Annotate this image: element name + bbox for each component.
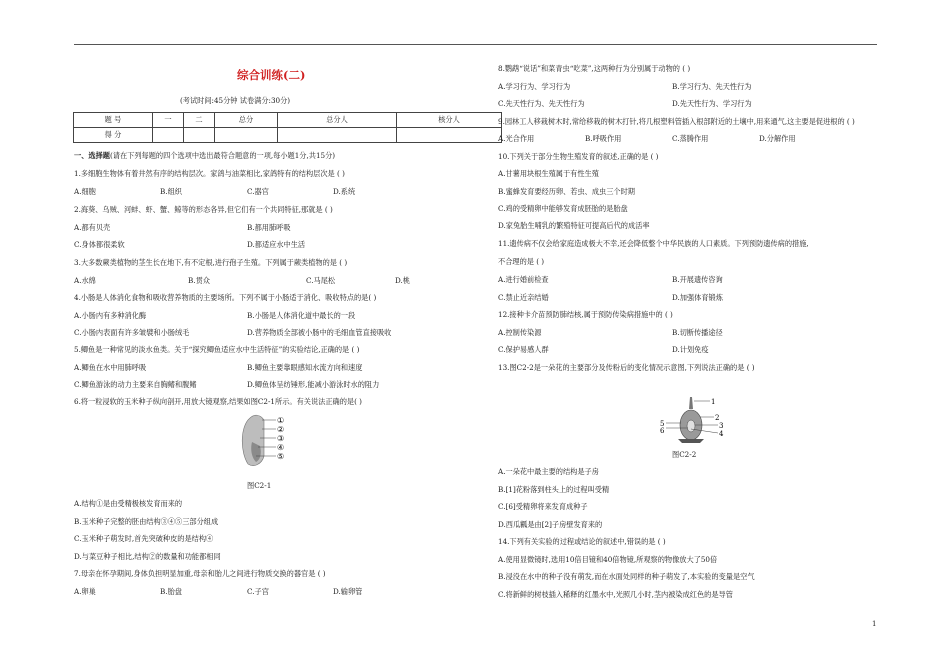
option: C.蒸腾作用 xyxy=(672,134,709,143)
option: B.鲫鱼主要靠眼感知水流方向和速度 xyxy=(247,363,363,372)
option: A.结构①是由受精极核发育而来的 xyxy=(74,499,183,508)
corn-seed-figure xyxy=(236,412,296,468)
option: D.与菜豆种子相比,结构②的数量和功能都相同 xyxy=(74,552,221,561)
table-cell xyxy=(184,128,215,143)
option: A.进行婚前检查 xyxy=(498,275,549,284)
section-heading xyxy=(74,152,335,161)
question-1: 1.多细胞生物体有着井然有序的结构层次。家鸽与油菜相比,家鸽特有的结构层次是 ( ) xyxy=(74,169,345,178)
option: D.西瓜瓤是由[2]子房壁发育来的 xyxy=(498,520,603,529)
receptacle-shape xyxy=(678,439,704,443)
question-10: 10.下列关于部分生物生殖发育的叙述,正确的是 ( ) xyxy=(498,152,659,161)
fig-label: 3 xyxy=(719,422,724,430)
table-cell: 一 xyxy=(153,113,184,128)
question-3: 3.大多数蕨类植物的茎生长在地下,有不定根,进行孢子生殖。下列属于蕨类植物的是 ( ) xyxy=(74,258,348,267)
option: A.甘薯用块根生殖属于有性生殖 xyxy=(498,169,599,178)
option: A.鲫鱼在水中用肺呼吸 xyxy=(74,363,147,372)
question-13: 13.图C2-2是一朵花的主要部分及传粉后的变化情况示意图,下列说法正确的是 ( ) xyxy=(498,363,755,372)
option: D.桃 xyxy=(395,276,410,285)
option: C.器官 xyxy=(247,187,269,196)
option: B.浸没在水中的种子没有萌发,而在水面处同样的种子萌发了,本实验的变量是空气 xyxy=(498,572,755,581)
fig-label: 2 xyxy=(715,414,720,422)
ovule-shape xyxy=(687,420,695,432)
option: A.细胞 xyxy=(74,187,96,196)
option: A.一朵花中最主要的结构是子房 xyxy=(498,467,599,476)
option: C.马尾松 xyxy=(306,276,336,285)
option: B.组织 xyxy=(160,187,182,196)
option: C.子宫 xyxy=(247,587,269,596)
table-cell: 总分 xyxy=(215,113,278,128)
table-cell xyxy=(278,128,397,143)
option: C.[6]受精卵将来发育成种子 xyxy=(498,502,588,511)
question-6: 6.将一粒浸软的玉米种子纵向剖开,用放大镜观察,结果如图C2-1所示。有关说法正确的是( ) xyxy=(74,397,362,406)
option: D.加强体育锻炼 xyxy=(672,293,723,302)
exam-meta: (考试时间:45分钟 试卷满分:30分) xyxy=(180,96,291,105)
option: D.输卵管 xyxy=(333,587,363,596)
table-cell: 二 xyxy=(184,113,215,128)
table-cell: 核分人 xyxy=(397,113,502,128)
fig-label: 4 xyxy=(719,430,724,438)
question-14: 14.下列有关实验的过程或结论的叙述中,错误的是 ( ) xyxy=(498,537,666,546)
question-7: 7.母亲在怀孕期间,身体负担明显加重,母亲和胎儿之间进行物质交换的器官是 ( ) xyxy=(74,569,326,578)
question-5: 5.鲫鱼是一种常见的淡水鱼类。关于“探究鲫鱼适应水中生活特征”的实验结论,正确的是 ( ) xyxy=(74,345,360,354)
section-instruction: (请在下列每题的四个选项中选出最符合题意的一项,每小题1分,共15分) xyxy=(109,151,336,160)
option: B.蜜蜂发育要经历卵、若虫、成虫三个时期 xyxy=(498,187,635,196)
option: C.先天性行为、先天性行为 xyxy=(498,99,585,108)
figure-caption: 图C2-2 xyxy=(672,450,697,459)
option: A.水绵 xyxy=(74,276,96,285)
option: B.胎盘 xyxy=(160,587,182,596)
option: A.光合作用 xyxy=(498,134,535,143)
question-4: 4.小肠是人体消化食物和吸收营养物质的主要场所。下列不属于小肠适于消化、吸收特点的是( ) xyxy=(74,293,377,302)
option: C.身体都很柔软 xyxy=(74,240,125,249)
option: B.学习行为、先天性行为 xyxy=(672,82,752,91)
option: D.营养物质全部被小肠中的毛细血管直接吸收 xyxy=(247,328,392,337)
question-8: 8.鹦鹉“说话”和菜青虫“吃菜”,这两种行为分别属于动物的 ( ) xyxy=(498,64,691,73)
option: B.呼吸作用 xyxy=(585,134,622,143)
option: B.开展遗传咨询 xyxy=(672,275,723,284)
fig-label: 1 xyxy=(711,398,716,406)
table-cell xyxy=(215,128,278,143)
option: D.系统 xyxy=(333,187,356,196)
table-cell: 得 分 xyxy=(74,128,153,143)
section-title: 一、选择题 xyxy=(74,151,110,160)
question-9: 9.园林工人移栽树木时,常给移栽的树木打针,将几根塑料管插入根部附近的土壤中,用来通气,这主要是促进根的 ( ) xyxy=(498,117,855,126)
fig-label: ① xyxy=(277,416,285,425)
table-cell xyxy=(397,128,502,143)
option: A.控制传染源 xyxy=(498,328,542,337)
table-cell: 总分人 xyxy=(278,113,397,128)
seed-shape xyxy=(242,415,264,465)
fig-label: ③ xyxy=(277,434,285,443)
option: D.先天性行为、学习行为 xyxy=(672,99,752,108)
option: C.小肠内表面有许多皱襞和小肠绒毛 xyxy=(74,328,190,337)
option: C.保护易感人群 xyxy=(498,345,549,354)
option: C.玉米种子萌发时,首先突破种皮的是结构④ xyxy=(74,534,214,543)
option: C.禁止近亲结婚 xyxy=(498,293,549,302)
table-cell: 题 号 xyxy=(74,113,153,128)
top-rule xyxy=(74,44,877,45)
option: C.将新鲜的树枝插入稀释的红墨水中,光照几小时,茎内被染成红色的是导管 xyxy=(498,590,733,599)
fig-label: ⑤ xyxy=(277,452,285,461)
option: C.鲫鱼游泳的动力主要来自胸鳍和腹鳍 xyxy=(74,380,197,389)
page-number: 1 xyxy=(872,620,877,628)
flower-pistil-figure xyxy=(660,395,730,445)
page-title: 综合训练(二) xyxy=(237,68,306,82)
option: D.都适应水中生活 xyxy=(247,240,306,249)
option: A.小肠内有多种消化酶 xyxy=(74,311,147,320)
option: D.计划免疫 xyxy=(672,345,709,354)
option: C.鸡的受精卵中能够发育成胚胎的是胎盘 xyxy=(498,204,628,213)
option: B.都用肺呼吸 xyxy=(247,223,291,232)
option: D.鲫鱼体呈纺锤形,能减小游泳时水的阻力 xyxy=(247,380,380,389)
option: B.切断传播途径 xyxy=(672,328,723,337)
fig-label: 5 xyxy=(660,420,665,428)
option: A.卵巢 xyxy=(74,587,96,596)
fig-label: ② xyxy=(277,425,285,434)
option: B.玉米种子完整的胚由结构③④⑤三部分组成 xyxy=(74,517,219,526)
question-12: 12.接种卡介苗预防肺结核,属于预防传染病措施中的 ( ) xyxy=(498,310,673,319)
fig-label: 6 xyxy=(660,427,665,435)
table-row xyxy=(74,113,502,128)
option: B.贯众 xyxy=(188,276,210,285)
option: A.都有贝壳 xyxy=(74,223,111,232)
table-row xyxy=(74,128,502,143)
option: D.分解作用 xyxy=(759,134,796,143)
table-cell xyxy=(153,128,184,143)
option: B.[1]花粉落到柱头上的过程叫受精 xyxy=(498,485,610,494)
score-table xyxy=(73,112,502,143)
option: D.家兔胎生哺乳的繁殖特征可提高后代的成活率 xyxy=(498,221,650,230)
style-shape xyxy=(689,397,693,409)
figure-caption: 图C2-1 xyxy=(247,481,272,490)
option: A.使用显微镜时,选用10倍目镜和40倍物镜,所观察的物像放大了50倍 xyxy=(498,555,718,564)
option: A.学习行为、学习行为 xyxy=(498,82,571,91)
fig-label: ④ xyxy=(277,443,285,452)
option: B.小肠是人体消化道中最长的一段 xyxy=(247,311,356,320)
question-11: 11.遗传病不仅会给家庭造成极大不幸,还会降低整个中华民族的人口素质。下列预防遗传病的措施, xyxy=(498,239,809,248)
question-11-cont: 不合理的是 ( ) xyxy=(498,257,545,266)
question-2: 2.海葵、乌贼、河蚌、虾、蟹、鲸等的形态各异,但它们有一个共同特征,那就是 ( ) xyxy=(74,205,333,214)
